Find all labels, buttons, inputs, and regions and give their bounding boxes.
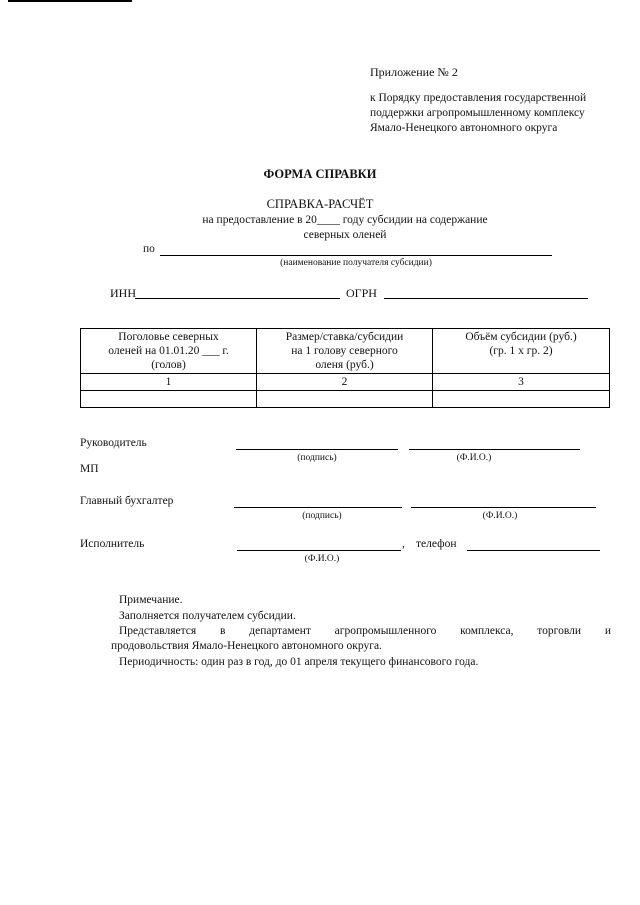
table-header-cell: Поголовье северных оленей на 01.01.20 ___ г. (голов)	[81, 329, 257, 374]
notes-line: Периодичность: один раз в год, до 01 апреля текущего финансового года.	[119, 656, 479, 668]
column-number: 2	[257, 374, 433, 391]
director-signature-hint: (подпись)	[297, 453, 337, 463]
column-number: 1	[81, 374, 257, 391]
director-label: Руководитель	[80, 437, 147, 449]
accountant-fio-hint: (Ф.И.О.)	[482, 511, 518, 521]
director-fio-field[interactable]	[409, 449, 580, 450]
accountant-signature-hint: (подпись)	[302, 511, 342, 521]
notes-line: Представляется в департамент агропромышленного комплекса, торговли и	[119, 625, 611, 637]
ogrn-label: ОГРН	[346, 286, 377, 300]
executor-fio-field[interactable]	[237, 550, 401, 551]
table-row	[81, 391, 610, 408]
notes-line: продовольствия Ямало-Ненецкого автономного округа.	[111, 640, 382, 652]
certificate-subtitle-line2: северных оленей	[303, 229, 387, 241]
executor-fio-hint: (Ф.И.О.)	[304, 554, 340, 564]
form-title: ФОРМА СПРАВКИ	[263, 167, 377, 181]
appendix-line: Ямало-Ненецкого автономного округа	[370, 122, 558, 134]
subsidy-table	[80, 328, 610, 408]
accountant-label: Главный бухгалтер	[80, 495, 174, 507]
inn-field[interactable]	[135, 298, 340, 299]
executor-comma: ,	[402, 538, 405, 550]
notes-line: Заполняется получателем субсидии.	[119, 609, 296, 622]
phone-field[interactable]	[467, 550, 600, 551]
appendix-line: поддержки агропромышленному комплексу	[370, 107, 585, 119]
ogrn-field[interactable]	[384, 298, 588, 299]
table-cell-input[interactable]	[81, 391, 257, 408]
top-rule	[8, 0, 132, 2]
phone-label: телефон	[416, 538, 457, 550]
column-number: 3	[433, 374, 610, 391]
accountant-fio-field[interactable]	[411, 507, 596, 508]
notes-section	[111, 593, 611, 640]
appendix-title: Приложение № 2	[370, 65, 458, 79]
certificate-subtitle-line1: на предоставление в 20____ году субсидии на содержание	[202, 214, 488, 226]
table-header-cell: Объём субсидии (руб.) (гр. 1 х гр. 2)	[433, 329, 610, 374]
executor-label: Исполнитель	[80, 538, 145, 550]
certificate-title: СПРАВКА-РАСЧЁТ	[266, 197, 374, 211]
accountant-signature-field[interactable]	[234, 507, 402, 508]
table-cell-input[interactable]	[433, 391, 610, 408]
notes-heading: Примечание.	[119, 594, 183, 606]
certificate-subtitle	[180, 213, 510, 243]
recipient-field[interactable]	[160, 255, 552, 256]
stamp-label: МП	[80, 463, 99, 475]
table-header-cell: Размер/ставка/субсидии на 1 голову северного оленя (руб.)	[257, 329, 433, 374]
table-column-number-row	[81, 374, 610, 391]
recipient-label: по	[143, 243, 155, 255]
appendix-text	[370, 91, 586, 136]
recipient-hint: (наименование получателя субсидии)	[280, 258, 432, 268]
table-cell-input[interactable]	[257, 391, 433, 408]
inn-label: ИНН	[110, 286, 136, 300]
table-header-row	[81, 329, 610, 374]
director-fio-hint: (Ф.И.О.)	[456, 453, 492, 463]
appendix-line: к Порядку предоставления государственной	[370, 92, 587, 104]
director-signature-field[interactable]	[236, 449, 398, 450]
